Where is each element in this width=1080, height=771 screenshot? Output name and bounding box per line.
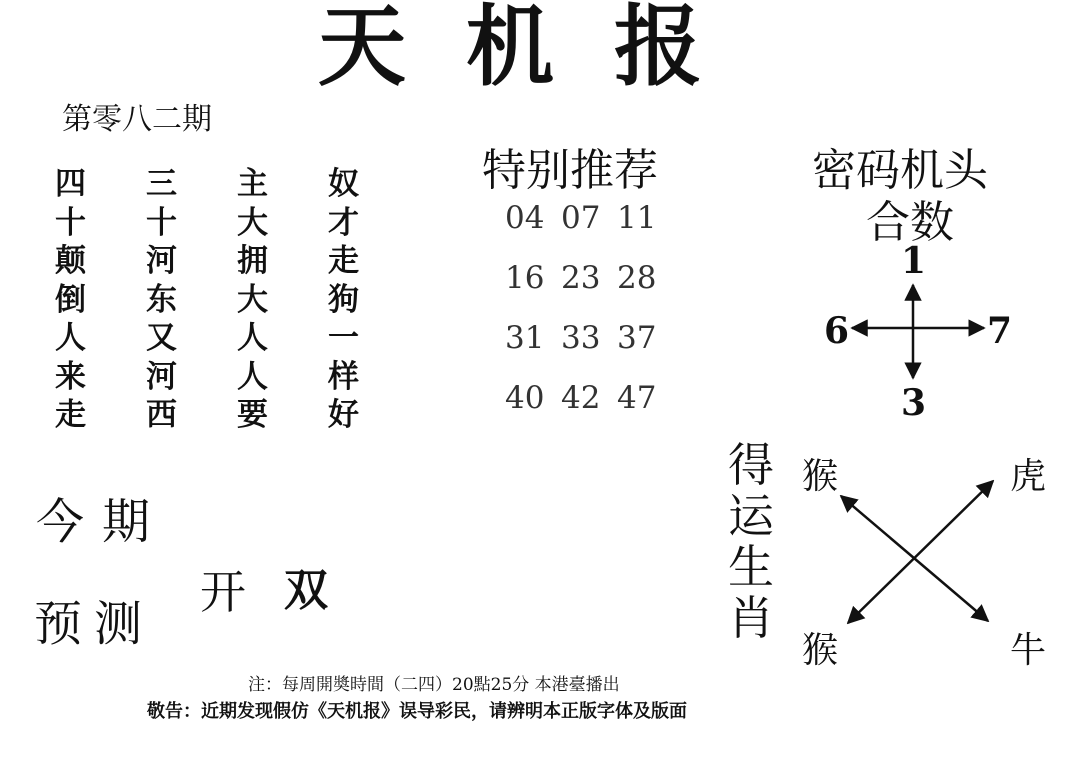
poem-char: 拥 bbox=[237, 243, 268, 279]
recommend-number: 31 bbox=[505, 320, 545, 356]
poem-char: 要 bbox=[237, 397, 268, 433]
code-head-title: 密码机头 bbox=[812, 145, 988, 196]
poem-char: 走 bbox=[55, 397, 86, 433]
zodiac-top-right: 虎 bbox=[1010, 456, 1047, 497]
poem-char: 人 bbox=[237, 320, 268, 356]
poem-char: 好 bbox=[328, 397, 359, 433]
code-right-number: 7 bbox=[987, 310, 1013, 352]
lucky-zodiac-label: 得运生肖 bbox=[728, 438, 774, 645]
poem-char: 来 bbox=[55, 358, 86, 395]
poem-char: 颠 bbox=[55, 243, 86, 279]
prediction-label-jin: 今 bbox=[36, 494, 85, 550]
zodiac-bottom-left: 猴 bbox=[802, 630, 839, 671]
poem-char: 一 bbox=[328, 320, 359, 356]
poem-char: 三 bbox=[146, 166, 177, 202]
poem-char: 河 bbox=[146, 243, 177, 279]
prediction-label-ce: 测 bbox=[94, 596, 143, 652]
recommend-number: 23 bbox=[561, 260, 601, 296]
poem-char: 东 bbox=[146, 281, 177, 318]
poem-char: 人 bbox=[55, 320, 86, 356]
poem-char: 大 bbox=[237, 204, 268, 241]
recommend-number: 37 bbox=[617, 320, 657, 356]
poem-char: 狗 bbox=[328, 281, 359, 318]
recommend-number: 16 bbox=[505, 260, 545, 296]
poem-char: 大 bbox=[237, 281, 268, 318]
code-sum-subtitle: 合数 bbox=[866, 197, 954, 248]
code-left-number: 6 bbox=[824, 310, 850, 352]
recommend-number: 28 bbox=[617, 260, 657, 296]
prediction-label-qi: 期 bbox=[102, 494, 151, 550]
recommend-number: 42 bbox=[561, 380, 601, 416]
prediction-open-label: 开 bbox=[200, 565, 246, 619]
poem-char: 主 bbox=[237, 166, 268, 202]
broadcast-note: 注：每周開奬時間（二四）20點25分 本港臺播出 bbox=[248, 675, 620, 695]
recommend-number: 11 bbox=[617, 200, 657, 236]
special-recommend-title: 特别推荐 bbox=[482, 145, 658, 196]
poem-char: 西 bbox=[146, 397, 177, 433]
poem-char: 又 bbox=[146, 320, 177, 356]
poem-char: 人 bbox=[237, 358, 268, 395]
zodiac-top-left: 猴 bbox=[802, 456, 839, 497]
poem-char: 河 bbox=[146, 358, 177, 395]
code-bottom-number: 3 bbox=[901, 382, 927, 424]
code-top-number: 1 bbox=[901, 240, 927, 282]
poem-char: 奴 bbox=[328, 166, 359, 202]
newspaper-title: 天机报 bbox=[317, 0, 762, 98]
poem-char: 样 bbox=[328, 358, 359, 395]
poem-char: 四 bbox=[55, 166, 86, 202]
luck-diagonal-arrow bbox=[848, 481, 993, 623]
zodiac-bottom-right: 牛 bbox=[1010, 630, 1047, 671]
recommend-number: 07 bbox=[561, 200, 601, 236]
prediction-value: 双 bbox=[284, 565, 328, 616]
poem-char: 十 bbox=[55, 204, 86, 241]
issue-number: 第零八二期 bbox=[62, 102, 212, 137]
recommend-number: 47 bbox=[617, 380, 657, 416]
poem-char: 走 bbox=[328, 243, 359, 279]
poem-char: 倒 bbox=[55, 281, 86, 318]
poem-char: 十 bbox=[146, 204, 177, 241]
counterfeit-warning: 敬告：近期发现假仿《天机报》误导彩民，请辨明本正版字体及版面 bbox=[147, 701, 687, 722]
recommend-number: 04 bbox=[505, 200, 545, 236]
prediction-label-yu: 预 bbox=[34, 596, 83, 652]
recommend-number: 33 bbox=[561, 320, 601, 356]
recommend-number: 40 bbox=[505, 380, 545, 416]
poem-char: 才 bbox=[328, 204, 359, 241]
